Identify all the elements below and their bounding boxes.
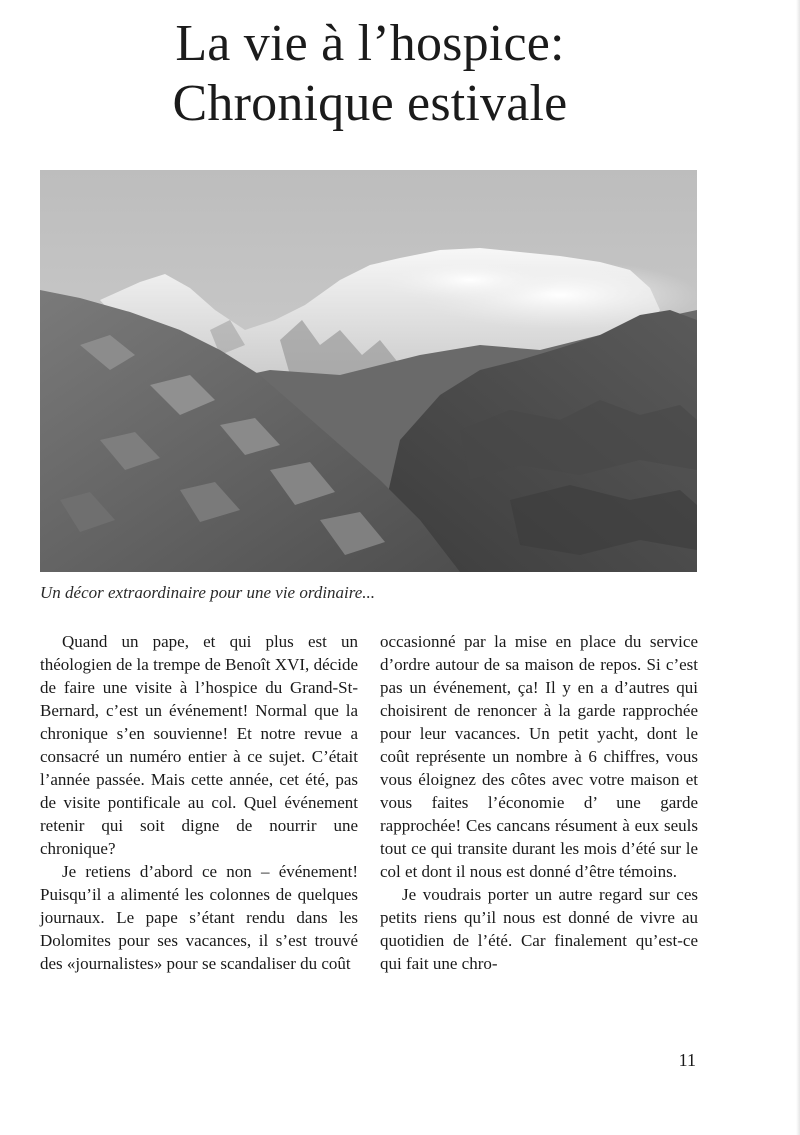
paragraph: Quand un pape, et qui plus est un théologien de la trempe de Benoît XVI, décide de faire une visite à l’hospice du Grand-St-Bernard, c’est un événement! Normal que la chronique s’en souvienne! Et notre revue a consacré un numéro entier à ce sujet. C’était l’année passée. Mais cette année, cet été, pas de visite pontificale au col. Quel événement retenir qui soit digne de nourrir une chronique? [40,632,358,858]
title-line-1: La vie à l’hospice: [175,15,565,72]
paragraph-continued: occasionné par la mise en place du service d’ordre autour de sa maison de repos. Si c’est pas un événement, ça! Il y en a d’autres qui choisirent de renoncer à la garde rapprochée pour leur vacances. Un petit yacht, dont le coût représente un nombre à 6 chiffres, vous vous éloignez des côtes avec votre maison et vous faites l’économie d’ une garde rapprochée! Ces cancans résument à eux seuls tout ce qui transite durant les mois d’été sur le col et dont il nous est donné d’être témoins. [380,632,698,881]
paragraph: Je voudrais porter un autre regard sur ces petits riens qu’il nous est donné de vivre au quotidien de l’été. Car finalement qu’est-ce qui fait une chro- [380,885,698,973]
mountain-landscape-illustration [40,170,697,572]
page-edge-shadow [796,0,800,1135]
photo-caption: Un décor extraordinaire pour une vie ordinaire... [40,583,376,602]
page-number: 11 [678,1050,696,1070]
page-title [40,14,700,134]
title-line-2: Chronique estivale [172,75,568,132]
text-column-left [40,630,358,975]
mountain-photo [40,170,697,572]
paragraph: Je retiens d’abord ce non – événement! Puisqu’il a alimenté les colonnes de quelques journaux. Le pape s’étant rendu dans les Dolomites pour ses vacances, il s’est trouvé des «journalistes» pour se scandaliser du coût [40,862,358,973]
text-column-right [380,630,698,975]
